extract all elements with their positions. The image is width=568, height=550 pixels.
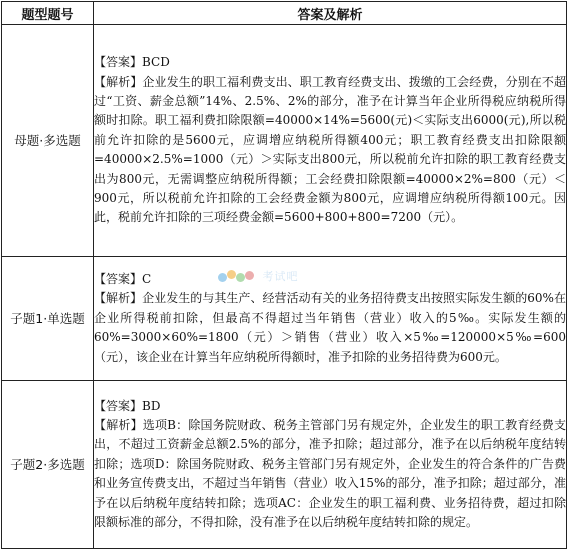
question-type: 母题·多选题 — [2, 25, 94, 257]
header-answer: 答案及解析 — [94, 2, 567, 25]
header-type: 题型题号 — [2, 2, 94, 25]
question-type: 子题1·单选题 — [2, 257, 94, 381]
watermark-text: 考试吧 — [262, 270, 299, 283]
table-row — [2, 257, 567, 381]
answer-key: 【答案】C — [94, 271, 152, 286]
analysis-text: 【解析】企业发生的职工福利费支出、职工教育经费支出、拨缴的工会经费，分别在不超过“工资、薪金总额”14%、2.5%、2%的部分，准予在计算当年企业所得税应纳税所得额时扣除。职工福利费扣除限额=40000×14%=5600(元)＜实际支出6000(元),所以税前允许扣除的是5600元，应调增应纳税所得额400元；职工教育经费支出扣除限额=40000×2.5%=1000（元）＞实际支出800元，所以税前允许扣除的职工教育经费支出为800元，无需调整应纳税所得额；工会经费扣除限额=40000×2%=800（元）＜900元，所以税前允许扣除的工会经费金额为800元，应调增应纳税所得额100元。因此，税前允许扣除的三项经费金额=5600+800+800=7200（元）。 — [94, 74, 566, 225]
answer-cell — [94, 381, 567, 549]
answer-cell — [94, 257, 567, 381]
table-header-row — [2, 2, 567, 25]
answer-key: 【答案】BD — [94, 398, 161, 413]
answer-table — [1, 1, 567, 549]
analysis-text: 【解析】选项B：除国务院财政、税务主管部门另有规定外，企业发生的职工教育经费支出，不超过工资薪金总额2.5%的部分，准予扣除；超过部分，准予在以后纳税年度结转扣除；选项D：除国务院财政、税务主管部门另有规定外，企业发生的符合条件的广告费和业务宣传费支出，不超过当年销售（营业）收入15%的部分，准予扣除；超过部分，准予在以后纳税年度结转扣除；选项AC：企业发生的职工福利费、业务招待费，超过扣除限额标准的部分，不得扣除，没有准予在以后纳税年度结转扣除的规定。 — [94, 417, 566, 530]
analysis-text: 【解析】企业发生的与其生产、经营活动有关的业务招待费支出按照实际发生额的60%在企业所得税前扣除，但最高不得超过当年销售（营业）收入的5‰。实际发生额的60%=3000×60%=1800（元）＞销售（营业）收入×5‰=120000×5‰=600（元），该企业在计算当年应纳税所得额时，准予扣除的业务招待费为600元。 — [94, 291, 566, 364]
question-type: 子题2·多选题 — [2, 381, 94, 549]
answer-cell — [94, 25, 567, 257]
table-row — [2, 381, 567, 549]
answer-key: 【答案】BCD — [94, 55, 170, 70]
table-row — [2, 25, 567, 257]
